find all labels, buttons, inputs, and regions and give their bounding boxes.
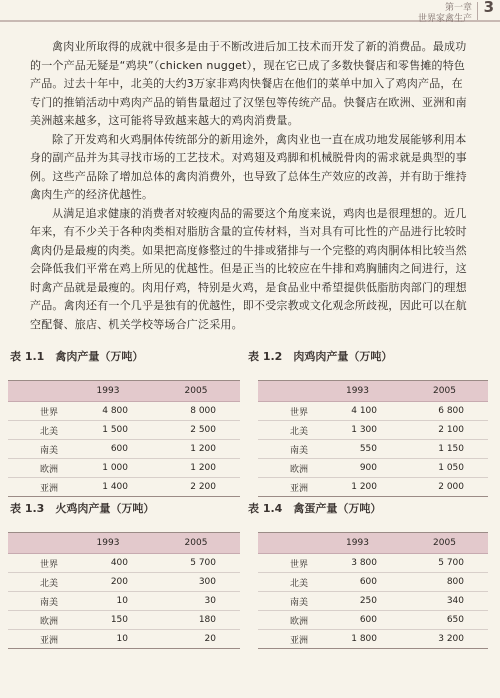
value-cell: 3 800 xyxy=(314,554,401,573)
running-header xyxy=(402,0,494,24)
table-row xyxy=(8,554,240,573)
value-cell: 6 800 xyxy=(401,402,488,421)
column-header: 2005 xyxy=(401,381,488,402)
value-cell: 10 xyxy=(64,630,152,649)
value-cell: 600 xyxy=(314,611,401,630)
body-text xyxy=(30,38,470,334)
value-cell: 180 xyxy=(152,611,240,630)
region-cell: 亚洲 xyxy=(8,630,64,649)
column-header: 2005 xyxy=(152,533,240,554)
column-header xyxy=(8,533,64,554)
region-cell: 南美 xyxy=(8,440,64,459)
data-table xyxy=(258,380,488,497)
chapter-title: 世界家禽生产 xyxy=(417,14,472,24)
table-caption: 表 1.4 禽蛋产量（万吨） xyxy=(248,502,382,515)
region-cell: 南美 xyxy=(8,592,64,611)
value-cell: 2 200 xyxy=(152,478,240,497)
region-cell: 南美 xyxy=(258,440,314,459)
column-header: 2005 xyxy=(152,381,240,402)
table-row xyxy=(8,592,240,611)
region-cell: 亚洲 xyxy=(258,478,314,497)
page-number: 3 xyxy=(483,0,494,16)
value-cell: 1 200 xyxy=(314,478,401,497)
column-header: 1993 xyxy=(314,533,401,554)
value-cell: 150 xyxy=(64,611,152,630)
value-cell: 1 000 xyxy=(64,459,152,478)
region-cell: 欧洲 xyxy=(258,459,314,478)
table-row xyxy=(258,630,488,649)
value-cell: 20 xyxy=(152,630,240,649)
table-row xyxy=(258,611,488,630)
region-cell: 世界 xyxy=(258,402,314,421)
region-cell: 北美 xyxy=(8,421,64,440)
region-cell: 世界 xyxy=(258,554,314,573)
table-row xyxy=(258,440,488,459)
column-header xyxy=(258,533,314,554)
table-caption: 表 1.2 肉鸡肉产量（万吨） xyxy=(248,350,393,363)
region-cell: 欧洲 xyxy=(258,611,314,630)
paragraph: 除了开发鸡和火鸡胴体传统部分的新用途外，禽肉业也一直在成功地发展能够利用本身的副产品并为其寻找市场的工艺技术。对鸡翅及鸡脚和机械脱骨肉的需求就是典型的事例。这些产品除了增加总体的禽肉消费外，也导致了总体生产效应的改善，并有助于维持禽肉生产的经济优越性。 xyxy=(30,132,467,201)
value-cell: 1 800 xyxy=(314,630,401,649)
table-row xyxy=(8,402,240,421)
value-cell: 5 700 xyxy=(401,554,488,573)
paragraph: 禽肉业所取得的成就中很多是由于不断改进后加工技术而开发了新的消费品。最成功的一个产品无疑是“鸡块”（chicken nugget），现在它已成了多数快餐店和零售摊的特色产品。过去十年中，北美的大约3万家非鸡肉快餐店在他们的菜单中加入了鸡肉产品，在专门的推销活动中鸡肉产品的销售量超过了汉堡包等传统产品。快餐店在欧洲、亚洲和南美洲越来越多，这可能将导致越来越大的鸡肉消费量。 xyxy=(30,40,467,127)
column-header: 1993 xyxy=(314,381,401,402)
value-cell: 1 150 xyxy=(401,440,488,459)
value-cell: 8 000 xyxy=(152,402,240,421)
value-cell: 800 xyxy=(401,573,488,592)
table-row xyxy=(8,478,240,497)
paragraph: 从满足追求健康的消费者对较瘦肉品的需要这个角度来说，鸡肉也是很理想的。近几年来，有不少关于各种肉类相对脂肪含量的宣传材料，当对具有可比性的产品进行比较时禽肉仍是最瘦的肉类。如果把高度修整过的牛排或猪排与一个完整的鸡肉胴体相比较当然会降低我们平常在鸡上所见的优越性。但是正当的比较应在牛排和鸡胸脯肉之间进行，这时禽产品就是最瘦的。肉用仔鸡，特别是火鸡，是食品业中希望提供低脂肪肉部门的理想产品。禽肉还有一个几乎是独有的优越性，即不受宗教或文化观念所歧视，因此可以在航空配餐、旅店、机关学校等场合广泛采用。 xyxy=(30,206,467,331)
value-cell: 1 200 xyxy=(152,459,240,478)
table-row xyxy=(258,478,488,497)
value-cell: 250 xyxy=(314,592,401,611)
column-header: 1993 xyxy=(64,381,152,402)
region-cell: 南美 xyxy=(258,592,314,611)
value-cell: 5 700 xyxy=(152,554,240,573)
value-cell: 2 500 xyxy=(152,421,240,440)
table-row xyxy=(258,554,488,573)
region-cell: 北美 xyxy=(258,573,314,592)
chapter-label: 第一章 xyxy=(444,3,472,13)
value-cell: 340 xyxy=(401,592,488,611)
value-cell: 1 300 xyxy=(314,421,401,440)
region-cell: 世界 xyxy=(8,402,64,421)
region-cell: 北美 xyxy=(258,421,314,440)
region-cell: 亚洲 xyxy=(8,478,64,497)
table-row xyxy=(8,611,240,630)
data-table xyxy=(8,532,240,649)
header-separator xyxy=(477,2,478,20)
value-cell: 4 100 xyxy=(314,402,401,421)
table-row xyxy=(8,459,240,478)
column-header: 2005 xyxy=(401,533,488,554)
column-header xyxy=(8,381,64,402)
table-row xyxy=(258,592,488,611)
value-cell: 400 xyxy=(64,554,152,573)
value-cell: 650 xyxy=(401,611,488,630)
region-cell: 欧洲 xyxy=(8,459,64,478)
data-table xyxy=(258,532,488,649)
value-cell: 2 100 xyxy=(401,421,488,440)
table-caption: 表 1.3 火鸡肉产量（万吨） xyxy=(10,502,155,515)
column-header: 1993 xyxy=(64,533,152,554)
region-cell: 亚洲 xyxy=(258,630,314,649)
value-cell: 600 xyxy=(64,440,152,459)
table-row xyxy=(258,573,488,592)
value-cell: 3 200 xyxy=(401,630,488,649)
region-cell: 世界 xyxy=(8,554,64,573)
table-row xyxy=(8,421,240,440)
region-cell: 北美 xyxy=(8,573,64,592)
value-cell: 2 000 xyxy=(401,478,488,497)
table-row xyxy=(258,402,488,421)
table-row xyxy=(258,459,488,478)
value-cell: 550 xyxy=(314,440,401,459)
value-cell: 1 400 xyxy=(64,478,152,497)
value-cell: 10 xyxy=(64,592,152,611)
value-cell: 30 xyxy=(152,592,240,611)
value-cell: 1 200 xyxy=(152,440,240,459)
table-row xyxy=(8,440,240,459)
table-row xyxy=(8,630,240,649)
table-row xyxy=(258,421,488,440)
column-header xyxy=(258,381,314,402)
region-cell: 欧洲 xyxy=(8,611,64,630)
value-cell: 1 050 xyxy=(401,459,488,478)
value-cell: 4 800 xyxy=(64,402,152,421)
value-cell: 300 xyxy=(152,573,240,592)
value-cell: 1 500 xyxy=(64,421,152,440)
value-cell: 200 xyxy=(64,573,152,592)
table-row xyxy=(8,573,240,592)
value-cell: 600 xyxy=(314,573,401,592)
table-caption: 表 1.1 禽肉产量（万吨） xyxy=(10,350,144,363)
data-table xyxy=(8,380,240,497)
value-cell: 900 xyxy=(314,459,401,478)
